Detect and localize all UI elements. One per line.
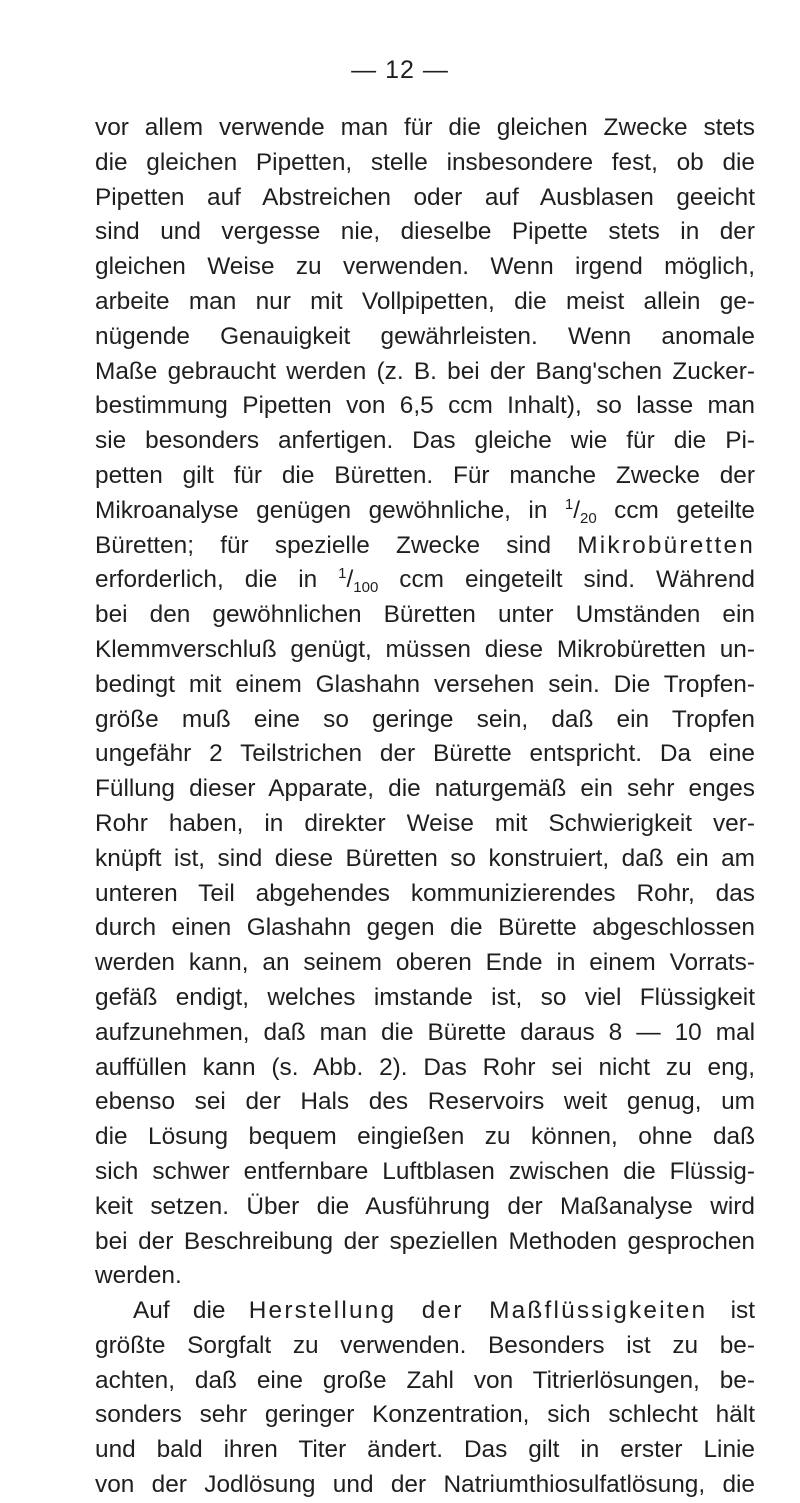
- text-line: achten, daß eine große Zahl von Titrierlösungen, be-: [95, 1366, 755, 1394]
- text-line: sind und vergesse nie, dieselbe Pipette stets in der: [95, 218, 755, 246]
- text-segment: Büretten; für spezielle Zwecke sind: [95, 531, 552, 559]
- text-segment: ccm eingeteilt sind. Während: [399, 566, 755, 594]
- text-line: Klemmverschluß genügt, müssen diese Mikrobüretten un-: [95, 635, 755, 663]
- fraction: [564, 495, 597, 527]
- fraction-numerator: 1: [338, 565, 347, 583]
- text-line: ebenso sei der Hals des Reservoirs weit genug, um: [95, 1088, 755, 1116]
- text-line: [95, 529, 755, 564]
- text-line: die gleichen Pipetten, stelle insbesondere fest, ob die: [95, 148, 755, 176]
- text-line: nügende Genauigkeit gewährleisten. Wenn anomale: [95, 322, 755, 350]
- fraction-separator: /: [573, 496, 580, 524]
- text-line: [95, 494, 755, 529]
- text-segment: Mikroanalyse genügen gewöhnliche, in: [95, 496, 548, 524]
- text-line: [95, 563, 755, 598]
- text-line: bei der Beschreibung der speziellen Methoden gesprochen: [95, 1227, 755, 1255]
- text-line: auffüllen kann (s. Abb. 2). Das Rohr sei nicht zu eng,: [95, 1053, 755, 1081]
- text-segment: ccm geteilte: [614, 496, 755, 524]
- spaced-emphasis: Herstellung der Maßflüssigkeiten: [248, 1297, 708, 1325]
- text-segment: erforderlich, die in: [95, 566, 318, 594]
- text-line: Maße gebraucht werden (z. B. bei der Bang'schen Zucker-: [95, 357, 755, 385]
- text-line: sich schwer entfernbare Luftblasen zwischen die Flüssig-: [95, 1157, 755, 1185]
- text-line: bestimmung Pipetten von 6,5 ccm Inhalt), so lasse man: [95, 392, 755, 420]
- fraction: [338, 565, 379, 597]
- text-line: arbeite man nur mit Vollpipetten, die meist allein ge-: [95, 287, 755, 315]
- text-line: knüpft ist, sind diese Büretten so konstruiert, daß ein am: [95, 844, 755, 872]
- fraction-denominator: 20: [580, 509, 597, 527]
- text-line: Pipetten auf Abstreichen oder auf Ausblasen geeicht: [95, 183, 755, 211]
- text-line: aufzunehmen, daß man die Bürette daraus 8 — 10 mal: [95, 1018, 755, 1046]
- text-line: petten gilt für die Büretten. Für manche Zwecke der: [95, 461, 755, 489]
- text-line: Rohr haben, in direkter Weise mit Schwierigkeit ver-: [95, 809, 755, 837]
- text-line: sie besonders anfertigen. Das gleiche wie für die Pi-: [95, 427, 755, 455]
- text-segment: Auf die: [133, 1297, 226, 1325]
- fraction-numerator: 1: [564, 495, 574, 513]
- text-line: Füllung dieser Apparate, die naturgemäß ein sehr enges: [95, 775, 755, 803]
- text-line: werden.: [95, 1262, 182, 1290]
- text-line: von der Jodlösung und der Natriumthiosulfatlösung, die: [95, 1471, 755, 1499]
- text-line: ungefähr 2 Teilstrichen der Bürette entspricht. Da eine: [95, 740, 755, 768]
- text-line: unteren Teil abgehendes kommunizierendes Rohr, das: [95, 879, 755, 907]
- text-line: keit setzen. Über die Ausführung der Maßanalyse wird: [95, 1192, 755, 1220]
- text-line: sonders sehr geringer Konzentration, sich schlecht hält: [95, 1401, 755, 1429]
- text-segment: ist: [730, 1297, 756, 1325]
- text-line: die Lösung bequem eingießen zu können, ohne daß: [95, 1123, 755, 1151]
- fraction-separator: /: [346, 566, 354, 594]
- spaced-emphasis: Mikrobüretten: [577, 531, 755, 559]
- text-line: größe muß eine so geringe sein, daß ein Tropfen: [95, 705, 755, 733]
- text-line: bedingt mit einem Glashahn versehen sein. Die Tropfen-: [95, 670, 755, 698]
- text-line: gleichen Weise zu verwenden. Wenn irgend möglich,: [95, 253, 755, 281]
- page-number: — 12 —: [351, 56, 449, 84]
- text-line: gefäß endigt, welches imstande ist, so viel Flüssigkeit: [95, 983, 755, 1011]
- text-line: [95, 1294, 755, 1329]
- text-line: und bald ihren Titer ändert. Das gilt in erster Linie: [95, 1436, 755, 1464]
- text-line: größte Sorgfalt zu verwenden. Besonders ist zu be-: [95, 1331, 755, 1359]
- text-line: bei den gewöhnlichen Büretten unter Umständen ein: [95, 601, 755, 629]
- text-line: durch einen Glashahn gegen die Bürette abgeschlossen: [95, 914, 755, 942]
- body-text: [95, 111, 755, 1503]
- text-line: werden kann, an seinem oberen Ende in einem Vorrats-: [95, 949, 755, 977]
- text-line: vor allem verwende man für die gleichen Zwecke stets: [95, 114, 755, 141]
- fraction-denominator: 100: [353, 579, 379, 597]
